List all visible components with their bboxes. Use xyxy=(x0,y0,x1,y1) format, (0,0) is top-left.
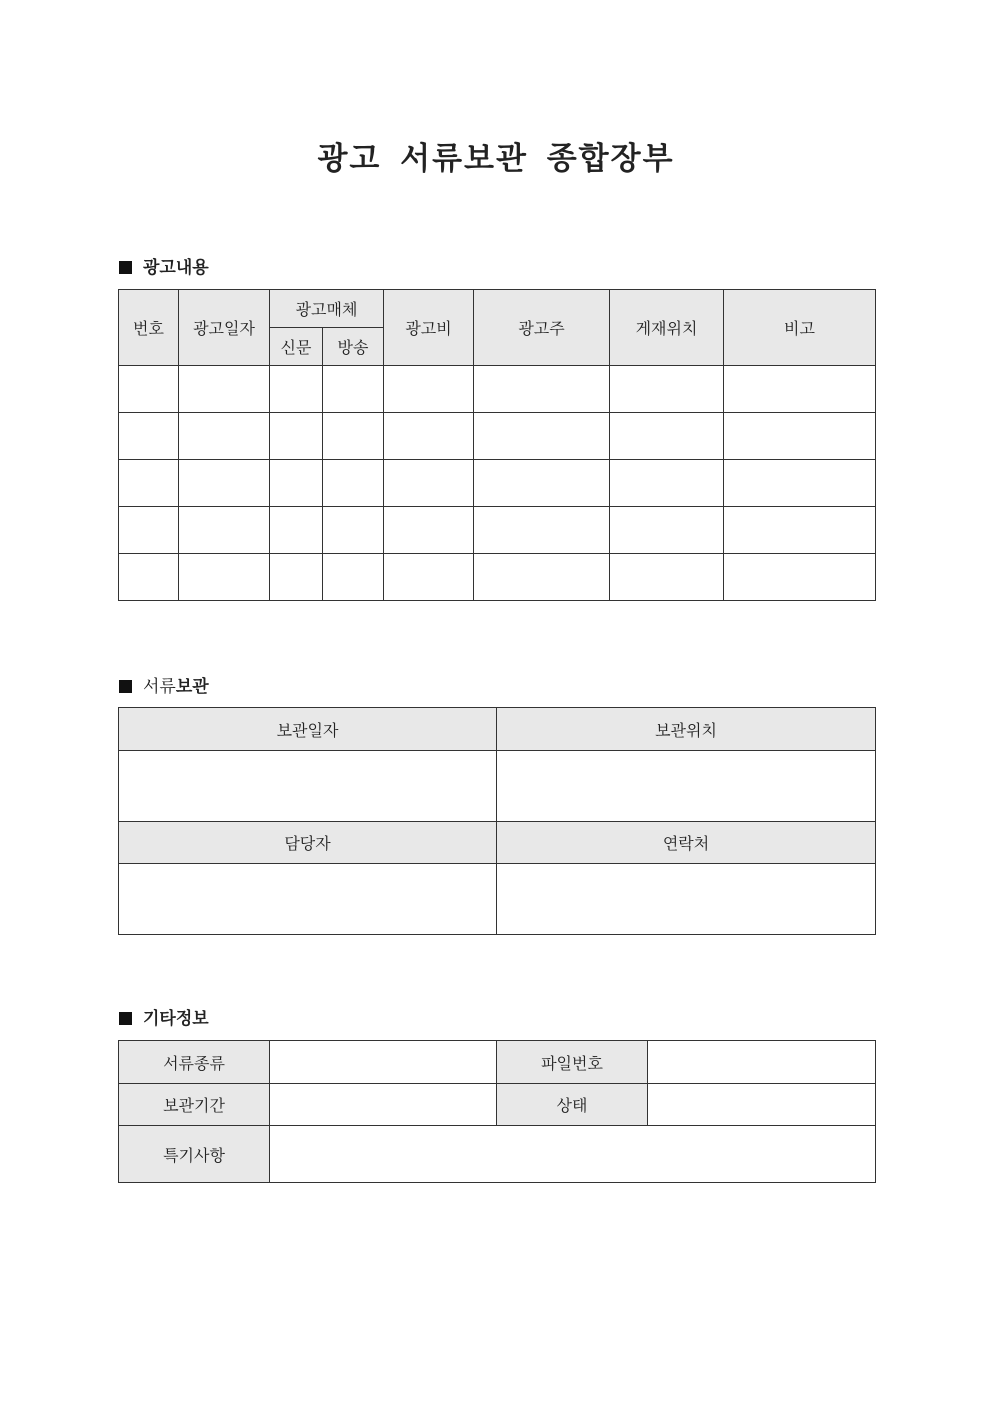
square-bullet-icon xyxy=(119,261,132,274)
table-row xyxy=(119,554,876,601)
storage-table xyxy=(118,707,876,935)
table-cell[interactable] xyxy=(323,507,384,554)
table-cell[interactable] xyxy=(724,554,876,601)
table-cell[interactable] xyxy=(724,507,876,554)
table-cell[interactable] xyxy=(179,507,270,554)
header-ad-media: 광고매체 xyxy=(270,290,384,328)
table-cell[interactable] xyxy=(323,413,384,460)
table-cell[interactable] xyxy=(610,413,724,460)
table-cell[interactable] xyxy=(119,507,179,554)
table-cell[interactable] xyxy=(323,366,384,413)
table-cell[interactable] xyxy=(270,507,323,554)
table-row xyxy=(119,366,876,413)
table-cell[interactable] xyxy=(119,554,179,601)
square-bullet-icon xyxy=(119,1012,132,1025)
table-cell[interactable] xyxy=(270,366,323,413)
table-cell[interactable] xyxy=(323,460,384,507)
section-heading-text: 기타정보 xyxy=(143,1009,209,1029)
field-period[interactable] xyxy=(270,1084,497,1126)
table-cell[interactable] xyxy=(610,554,724,601)
table-cell[interactable] xyxy=(179,460,270,507)
header-no: 번호 xyxy=(119,290,179,366)
table-row xyxy=(119,460,876,507)
section-heading-text-part1: 서류 xyxy=(143,677,176,697)
field-contact[interactable] xyxy=(497,864,876,935)
table-cell[interactable] xyxy=(384,507,474,554)
table-row xyxy=(119,413,876,460)
label-file-no: 파일번호 xyxy=(497,1041,648,1084)
page-title: 광고 서류보관 종합장부 xyxy=(317,141,675,177)
table-cell[interactable] xyxy=(119,366,179,413)
table-cell[interactable] xyxy=(724,460,876,507)
table-cell[interactable] xyxy=(179,554,270,601)
ad-rows xyxy=(119,366,876,601)
table-cell[interactable] xyxy=(119,413,179,460)
table-cell[interactable] xyxy=(323,554,384,601)
table-cell[interactable] xyxy=(724,366,876,413)
table-cell[interactable] xyxy=(474,554,610,601)
table-cell[interactable] xyxy=(384,460,474,507)
header-newspaper: 신문 xyxy=(270,328,323,366)
label-contact: 연락처 xyxy=(497,822,876,864)
label-remarks: 특기사항 xyxy=(119,1126,270,1183)
field-status[interactable] xyxy=(648,1084,876,1126)
table-cell[interactable] xyxy=(179,366,270,413)
table-cell[interactable] xyxy=(610,460,724,507)
table-cell[interactable] xyxy=(384,554,474,601)
header-placement: 게재위치 xyxy=(610,290,724,366)
table-cell[interactable] xyxy=(270,413,323,460)
other-info-table xyxy=(118,1040,876,1183)
section-heading-text-part2: 보관 xyxy=(175,677,209,697)
table-cell[interactable] xyxy=(610,366,724,413)
field-storage-location[interactable] xyxy=(497,751,876,822)
section-heading-other-info xyxy=(119,1004,209,1029)
table-cell[interactable] xyxy=(474,413,610,460)
section-heading-text: 광고내용 xyxy=(143,258,209,278)
table-cell[interactable] xyxy=(119,460,179,507)
label-doc-type: 서류종류 xyxy=(119,1041,270,1084)
label-status: 상태 xyxy=(497,1084,648,1126)
table-cell[interactable] xyxy=(270,460,323,507)
header-ad-date: 광고일자 xyxy=(179,290,270,366)
table-row xyxy=(119,507,876,554)
ad-content-table xyxy=(118,289,876,601)
square-bullet-icon xyxy=(119,680,132,693)
table-cell[interactable] xyxy=(474,460,610,507)
table-cell[interactable] xyxy=(724,413,876,460)
field-doc-type[interactable] xyxy=(270,1041,497,1084)
field-file-no[interactable] xyxy=(648,1041,876,1084)
table-cell[interactable] xyxy=(384,413,474,460)
table-cell[interactable] xyxy=(179,413,270,460)
field-manager[interactable] xyxy=(119,864,497,935)
header-ad-cost: 광고비 xyxy=(384,290,474,366)
label-manager: 담당자 xyxy=(119,822,497,864)
field-storage-date[interactable] xyxy=(119,751,497,822)
table-cell[interactable] xyxy=(270,554,323,601)
label-period: 보관기간 xyxy=(119,1084,270,1126)
header-note: 비고 xyxy=(724,290,876,366)
field-remarks[interactable] xyxy=(270,1126,876,1183)
header-advertiser: 광고주 xyxy=(474,290,610,366)
label-storage-date: 보관일자 xyxy=(119,708,497,751)
table-cell[interactable] xyxy=(384,366,474,413)
label-storage-location: 보관위치 xyxy=(497,708,876,751)
header-broadcast: 방송 xyxy=(323,328,384,366)
table-cell[interactable] xyxy=(610,507,724,554)
table-cell[interactable] xyxy=(474,507,610,554)
table-cell[interactable] xyxy=(474,366,610,413)
section-heading-doc-storage xyxy=(119,672,209,697)
section-heading-ad-content xyxy=(119,253,209,278)
